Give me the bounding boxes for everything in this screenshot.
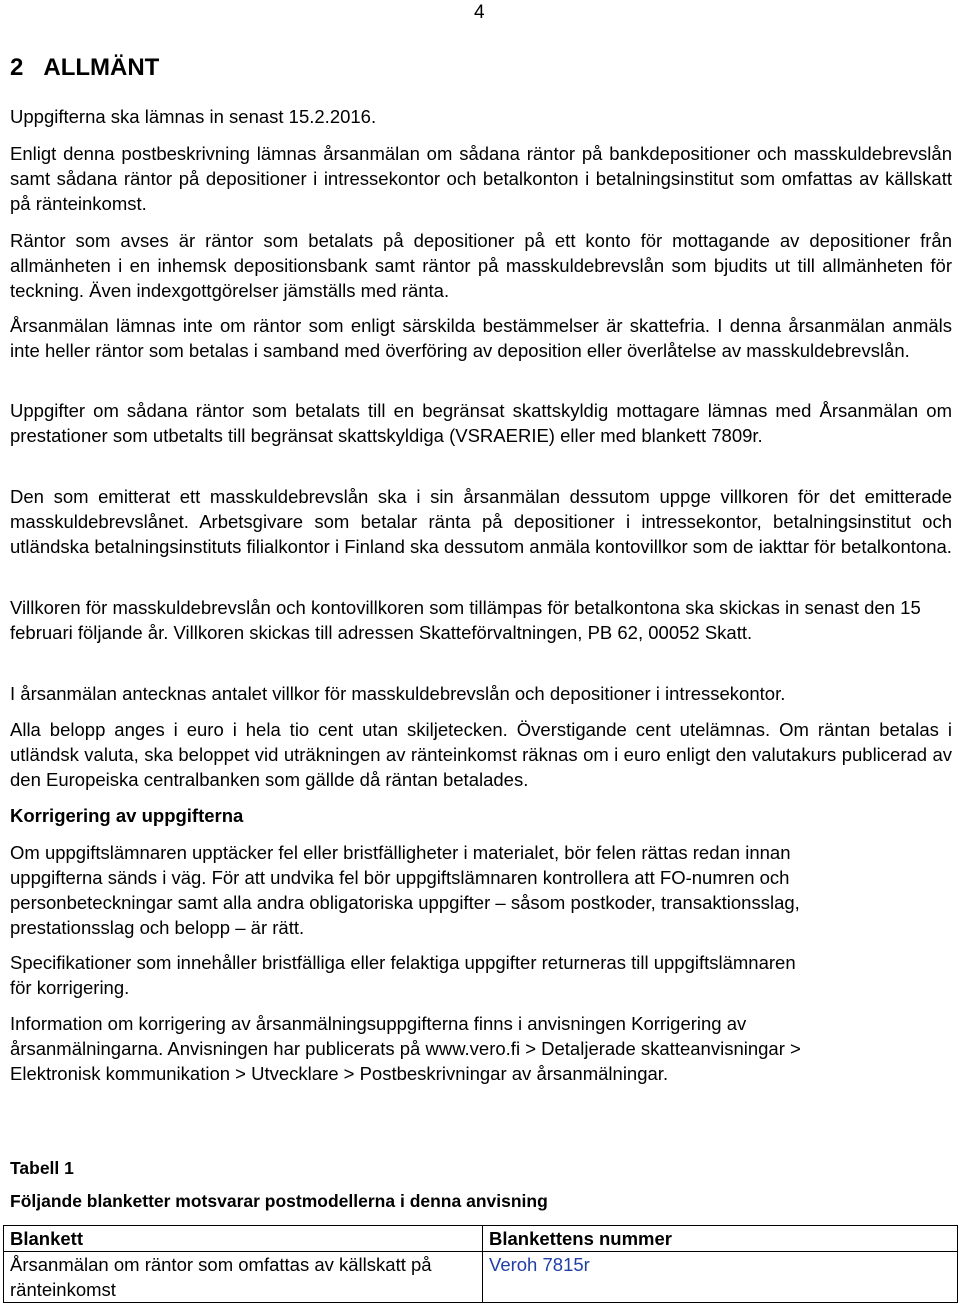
section-number: 2 (10, 54, 24, 81)
paragraph-exemptions: Årsanmälan lämnas inte om räntor som enligt särskilda bestämmelser är skattefria. I denna årsanmälan anmäls inte heller räntor som betalas i samband med överföring av deposition eller överlåtelse av masskuldebrevslån. (10, 315, 952, 361)
section-heading (10, 54, 159, 82)
cell-form-name: Årsanmälan om räntor som omfattas av källskatt på ränteinkomst (4, 1252, 483, 1303)
table-label: Tabell 1 (10, 1158, 74, 1178)
paragraph-terms-deadline: Villkoren för masskuldebrevslån och kontovillkoren som tillämpas för betalkontona ska skickas in senast den 15 februari följande år. Villkoren skickas till adressen Skatteförvaltningen, PB 62, 00052 Skatt. (10, 597, 921, 643)
section-title: ALLMÄNT (43, 54, 160, 81)
paragraph-interest-definition: Räntor som avses är räntor som betalats på depositioner på ett konto för mottagande av depositioner från allmänheten i en inhemsk depositionsbank samt räntor på masskuldebrevslån som bjudits ut till allmänheten för teckning. Även indexgottgörelser jämställs med ränta. (10, 230, 952, 301)
table-row (4, 1252, 958, 1303)
deadline-paragraph: Uppgifterna ska lämnas in senast 15.2.2016. (10, 106, 377, 127)
correction-paragraph-1: Om uppgiftslämnaren upptäcker fel eller bristfälligheter i materialet, bör felen rättas redan innan uppgifterna sänds i väg. För att undvika fel bör uppgiftslämnaren kontrollera att FO-numren och personbeteckningar samt alla andra obligatoriska uppgifter – såsom postkoder, transaktionsslag, prestationsslag och belopp – är rätt. (10, 842, 800, 938)
table-caption: Följande blanketter motsvarar postmodellerna i denna anvisning (10, 1191, 548, 1211)
paragraph-issuer-terms: Den som emitterat ett masskuldebrevslån ska i sin årsanmälan dessutom uppge villkoren för det emitterade masskuldebrevslånet. Arbetsgivare som betalar ränta på depositioner i intressekontor, betalningsinstitut och utländska betalningsinstituts filialkontor i Finland ska dessutom anmäla kontovillkor som de iakttar för betalkontona. (10, 486, 952, 557)
correction-heading: Korrigering av uppgifterna (10, 805, 244, 826)
paragraph-amounts: Alla belopp anges i euro i hela tio cent utan skiljetecken. Överstigande cent utelämnas. Om räntan betalas i utländsk valuta, ska beloppet vid uträkningen av ränteinkomst räknas om i euro enligt den valutakurs publicerad av den Europeiska centralbanken som gällde då räntan betalades. (10, 719, 952, 790)
table-header-row (4, 1226, 958, 1252)
paragraph-limited-taxpayers: Uppgifter om sådana räntor som betalats till en begränsat skattskyldig mottagare lämnas med Årsanmälan om prestationer som utbetalts till begränsat skattskyldiga (VSRAERIE) eller med blankett 7809r. (10, 400, 952, 446)
correction-paragraph-3: Information om korrigering av årsanmälningsuppgifterna finns i anvisningen Korrigering av årsanmälningarna. Anvisningen har publicerats på www.vero.fi > Detaljerade skatteanvisningar > Elektronisk kommunikation > Utvecklare > Postbeskrivningar av årsanmälningar. (10, 1013, 801, 1084)
form-number-link[interactable]: Veroh 7815r (483, 1252, 958, 1303)
correction-paragraph-2: Specifikationer som innehåller bristfälliga eller felaktiga uppgifter returneras till uppgiftslämnaren för korrigering. (10, 952, 796, 998)
page-number: 4 (474, 2, 485, 23)
header-form: Blankett (4, 1226, 483, 1252)
header-form-number: Blankettens nummer (483, 1226, 958, 1252)
paragraph-number-of-terms: I årsanmälan antecknas antalet villkor för masskuldebrevslån och depositioner i intressekontor. (10, 683, 786, 704)
paragraph-scope: Enligt denna postbeskrivning lämnas årsanmälan om sådana räntor på bankdepositioner och masskuldebrevslån samt sådana räntor på depositioner i intressekontor och betalkonton i betalningsinstitut som omfattas av källskatt på ränteinkomst. (10, 143, 952, 214)
forms-table (3, 1225, 958, 1303)
